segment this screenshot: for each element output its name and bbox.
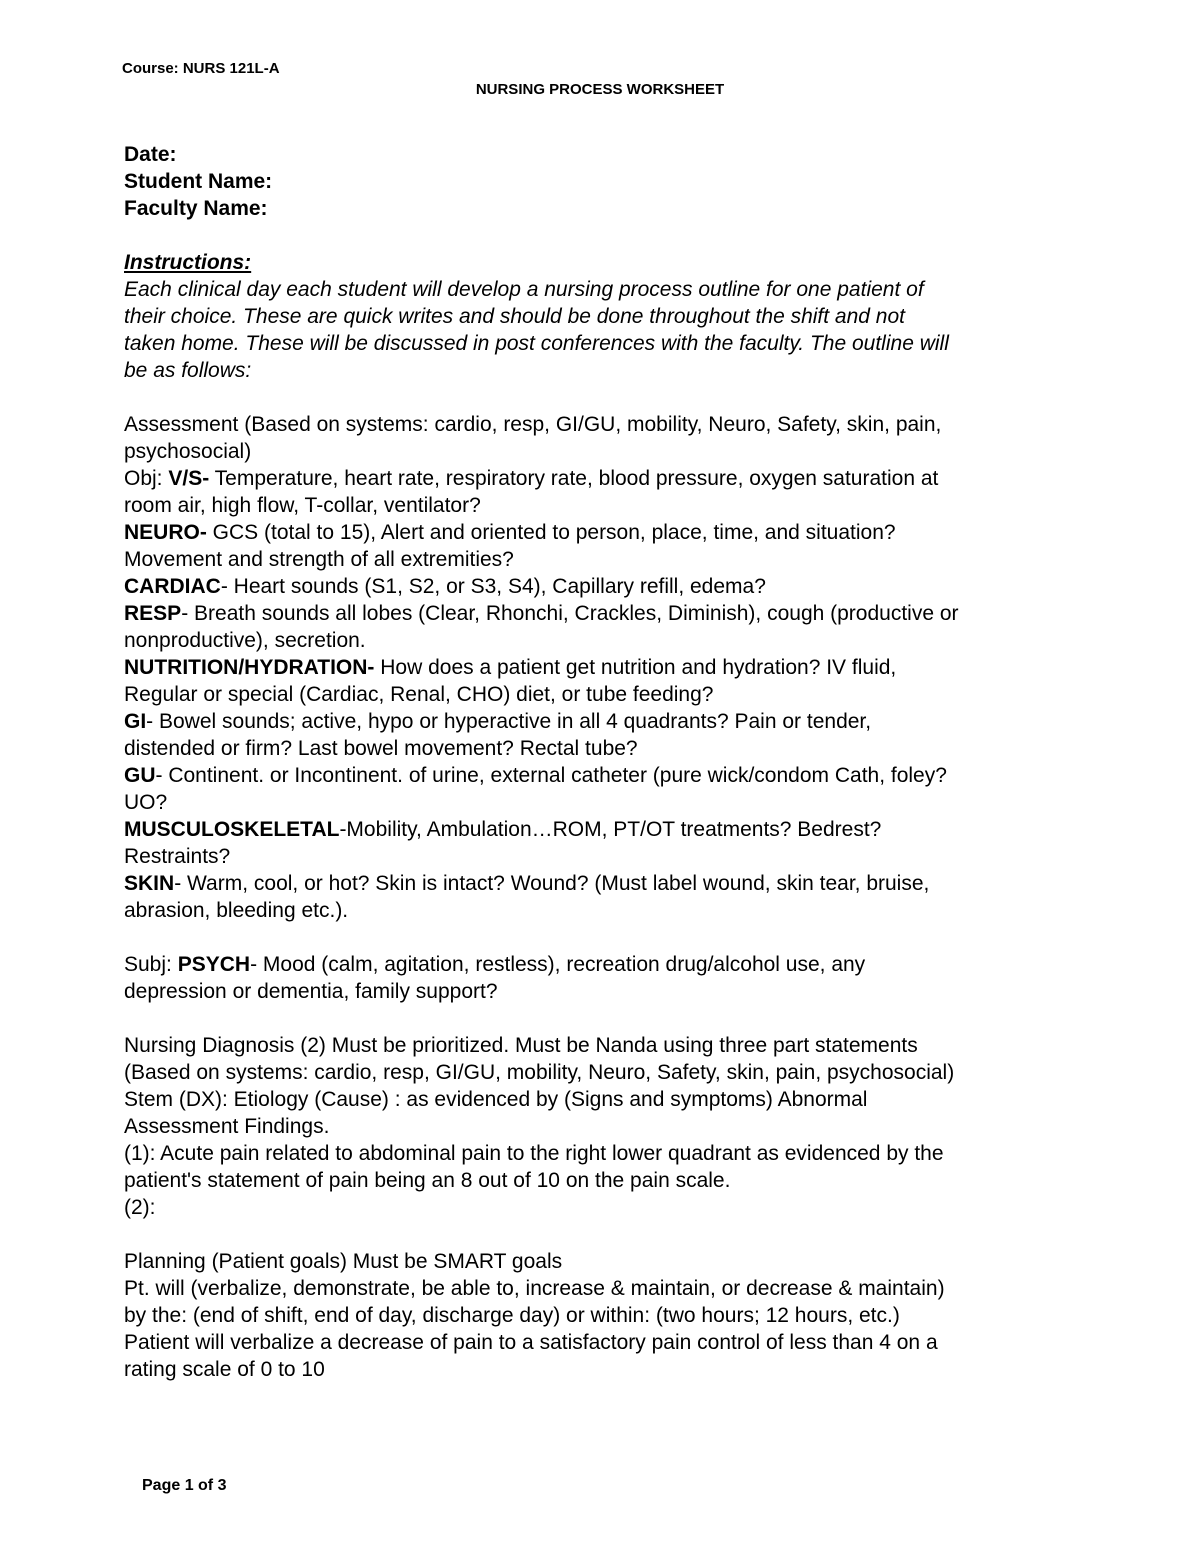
instructions-line: taken home. These will be discussed in post conferences with the faculty. The outline will bbox=[124, 332, 949, 355]
planning-section bbox=[124, 1248, 1074, 1383]
gu-label: GU bbox=[124, 764, 156, 787]
course-label: Course: NURS 121L-A bbox=[122, 60, 280, 77]
skin-item bbox=[124, 870, 1074, 897]
resp-label: RESP bbox=[124, 602, 182, 625]
cardiac-item bbox=[124, 573, 1074, 600]
gu-text: - Continent. or Incontinent. of urine, external catheter (pure wick/condom Cath, foley? bbox=[155, 764, 947, 787]
gi-item bbox=[124, 708, 1074, 735]
cardiac-label: CARDIAC bbox=[124, 575, 221, 598]
diagnosis-line: (Based on systems: cardio, resp, GI/GU, mobility, Neuro, Safety, skin, pain, psychosocial) bbox=[124, 1061, 955, 1084]
gi-text: - Bowel sounds; active, hypo or hyperactive in all 4 quadrants? Pain or tender, bbox=[146, 710, 872, 733]
psych-text: - Mood (calm, agitation, restless), recreation drug/alcohol use, any bbox=[250, 953, 866, 976]
student-name-field: Student Name: bbox=[124, 170, 273, 193]
assessment-heading-cont: psychosocial) bbox=[124, 440, 252, 463]
planning-line: Patient will verbalize a decrease of pain to a satisfactory pain control of less than 4 on a bbox=[124, 1331, 938, 1354]
cardiac-text: - Heart sounds (S1, S2, or S3, S4), Capillary refill, edema? bbox=[220, 575, 766, 598]
worksheet-body bbox=[124, 141, 1074, 1383]
vs-text-cont: room air, high flow, T-collar, ventilator? bbox=[124, 494, 481, 517]
instructions-heading: Instructions: bbox=[124, 251, 252, 274]
gu-item bbox=[124, 762, 1074, 789]
subj-prefix: Subj: bbox=[124, 953, 178, 976]
diagnosis-section bbox=[124, 1032, 1074, 1221]
gi-label: GI bbox=[124, 710, 147, 733]
diagnosis-line: patient's statement of pain being an 8 out of 10 on the pain scale. bbox=[124, 1169, 731, 1192]
vs-label: V/S- bbox=[168, 467, 210, 490]
vs-text: Temperature, heart rate, respiratory rate, blood pressure, oxygen saturation at bbox=[209, 467, 939, 490]
date-field: Date: bbox=[124, 143, 177, 166]
diagnosis-line: Assessment Findings. bbox=[124, 1115, 330, 1138]
neuro-text-cont: Movement and strength of all extremities? bbox=[124, 548, 514, 571]
neuro-label: NEURO- bbox=[124, 521, 207, 544]
vs-item bbox=[124, 465, 1074, 492]
page-title: NURSING PROCESS WORKSHEET bbox=[475, 81, 725, 98]
diagnosis-line: (1): Acute pain related to abdominal pain to the right lower quadrant as evidenced by the bbox=[124, 1142, 944, 1165]
psych-item bbox=[124, 951, 1074, 978]
resp-text-cont: nonproductive), secretion. bbox=[124, 629, 366, 652]
skin-text-cont: abrasion, bleeding etc.). bbox=[124, 899, 349, 922]
assessment-heading: Assessment (Based on systems: cardio, resp, GI/GU, mobility, Neuro, Safety, skin, pain, bbox=[124, 413, 942, 436]
instructions-line: their choice. These are quick writes and should be done throughout the shift and not bbox=[124, 305, 905, 328]
nutrition-item bbox=[124, 654, 1074, 681]
resp-text: - Breath sounds all lobes (Clear, Rhonchi, Crackles, Diminish), cough (productive or bbox=[181, 602, 959, 625]
assessment-section bbox=[124, 411, 1074, 1005]
musculoskeletal-label: MUSCULOSKELETAL bbox=[124, 818, 340, 841]
obj-prefix: Obj: bbox=[124, 467, 169, 490]
diagnosis-line: Nursing Diagnosis (2) Must be prioritized. Must be Nanda using three part statements bbox=[124, 1034, 918, 1057]
planning-line: by the: (end of shift, end of day, discharge day) or within: (two hours; 12 hours, etc.) bbox=[124, 1304, 900, 1327]
musculoskeletal-text: -Mobility, Ambulation…ROM, PT/OT treatments? Bedrest? bbox=[339, 818, 882, 841]
gu-text-cont: UO? bbox=[124, 791, 168, 814]
skin-label: SKIN bbox=[124, 872, 175, 895]
psych-text-cont: depression or dementia, family support? bbox=[124, 980, 498, 1003]
musculoskeletal-text-cont: Restraints? bbox=[124, 845, 231, 868]
planning-line: rating scale of 0 to 10 bbox=[124, 1358, 325, 1381]
neuro-text: GCS (total to 15), Alert and oriented to person, place, time, and situation? bbox=[206, 521, 896, 544]
nutrition-text-cont: Regular or special (Cardiac, Renal, CHO) diet, or tube feeding? bbox=[124, 683, 714, 706]
psych-label: PSYCH bbox=[177, 953, 251, 976]
planning-line: Pt. will (verbalize, demonstrate, be able to, increase & maintain, or decrease & maintain) bbox=[124, 1277, 945, 1300]
neuro-item bbox=[124, 519, 1074, 546]
nutrition-text: How does a patient get nutrition and hydration? IV fluid, bbox=[374, 656, 897, 679]
page-number: Page 1 of 3 bbox=[142, 1477, 227, 1494]
gi-text-cont: distended or firm? Last bowel movement? Rectal tube? bbox=[124, 737, 638, 760]
instructions-section bbox=[124, 249, 1074, 384]
nutrition-label: NUTRITION/HYDRATION- bbox=[124, 656, 375, 679]
planning-line: Planning (Patient goals) Must be SMART goals bbox=[124, 1250, 563, 1273]
musculoskeletal-item bbox=[124, 816, 1074, 843]
resp-item bbox=[124, 600, 1074, 627]
diagnosis-line: (2): bbox=[124, 1196, 156, 1219]
faculty-name-field: Faculty Name: bbox=[124, 197, 268, 220]
instructions-line: Each clinical day each student will develop a nursing process outline for one patient of bbox=[124, 278, 924, 301]
header-fields bbox=[124, 141, 1074, 222]
instructions-line: be as follows: bbox=[124, 359, 252, 382]
skin-text: - Warm, cool, or hot? Skin is intact? Wound? (Must label wound, skin tear, bruise, bbox=[174, 872, 930, 895]
diagnosis-line: Stem (DX): Etiology (Cause) : as evidenced by (Signs and symptoms) Abnormal bbox=[124, 1088, 868, 1111]
